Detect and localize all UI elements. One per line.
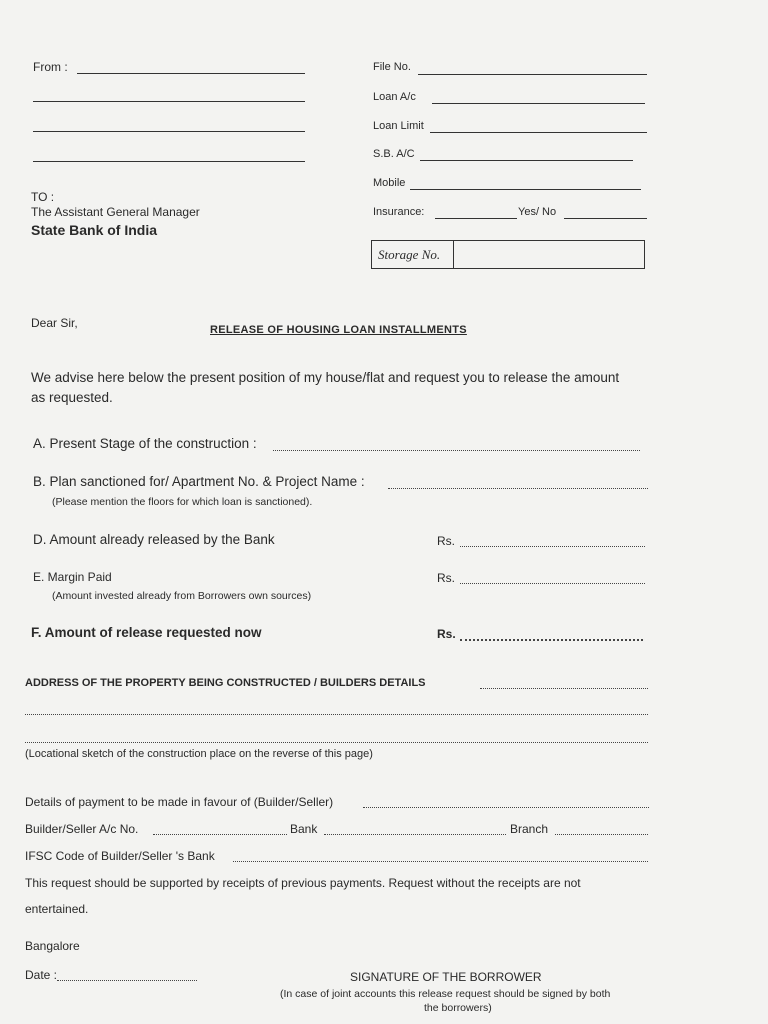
builder-ac-label: Builder/Seller A/c No. xyxy=(25,822,139,836)
joint-note-line-2: the borrowers) xyxy=(424,1002,492,1014)
place-label: Bangalore xyxy=(25,939,80,953)
insurance-label: Insurance: xyxy=(373,206,425,218)
property-field-2[interactable] xyxy=(25,714,648,715)
sb-ac-line[interactable] xyxy=(420,160,633,161)
loan-ac-label: Loan A/c xyxy=(373,91,416,103)
payment-details-field[interactable] xyxy=(363,807,649,808)
from-line-3[interactable] xyxy=(33,131,305,132)
joint-note-line-1: (In case of joint accounts this release request should be signed by both xyxy=(280,988,611,1000)
bank-label: Bank xyxy=(290,822,318,836)
intro-line-2: as requested. xyxy=(31,390,113,405)
storage-no-label: Storage No. xyxy=(372,241,454,268)
sb-ac-label: S.B. A/C xyxy=(373,148,415,160)
to-title: The Assistant General Manager xyxy=(31,205,200,219)
loan-limit-line[interactable] xyxy=(430,132,647,133)
item-b-label: B. Plan sanctioned for/ Apartment No. & Project Name : xyxy=(33,474,365,489)
signature-label: SIGNATURE OF THE BORROWER xyxy=(350,970,542,984)
to-label: TO : xyxy=(31,190,55,204)
item-e-rs: Rs. xyxy=(437,571,455,585)
from-line-4[interactable] xyxy=(33,161,305,162)
ifsc-label: IFSC Code of Builder/Seller 's Bank xyxy=(25,849,215,863)
salutation: Dear Sir, xyxy=(31,316,78,330)
file-no-label: File No. xyxy=(373,61,411,73)
item-f-field[interactable] xyxy=(460,639,643,641)
storage-box[interactable] xyxy=(371,240,645,269)
insurance-line[interactable] xyxy=(435,218,517,219)
from-label: From : xyxy=(33,60,68,74)
item-e-note: (Amount invested already from Borrowers own sources) xyxy=(52,590,312,602)
item-e-label: E. Margin Paid xyxy=(33,570,112,584)
mobile-label: Mobile xyxy=(373,177,406,189)
item-a-field[interactable] xyxy=(273,450,640,451)
item-d-label: D. Amount already released by the Bank xyxy=(33,532,275,547)
intro-line-1: We advise here below the present position of my house/flat and request you to release the amount xyxy=(31,370,620,385)
item-d-field[interactable] xyxy=(460,546,645,547)
item-a-label: A. Present Stage of the construction : xyxy=(33,436,257,451)
property-field-1[interactable] xyxy=(480,688,648,689)
bank-name: State Bank of India xyxy=(31,222,158,238)
sketch-note: (Locational sketch of the construction place on the reverse of this page) xyxy=(25,748,373,760)
bank-field[interactable] xyxy=(324,834,506,835)
loan-ac-line[interactable] xyxy=(432,103,645,104)
item-f-label: F. Amount of release requested now xyxy=(31,625,262,640)
branch-label: Branch xyxy=(510,822,549,836)
from-line-2[interactable] xyxy=(33,101,305,102)
yes-no-line[interactable] xyxy=(564,218,647,219)
subject-heading: RELEASE OF HOUSING LOAN INSTALLMENTS xyxy=(210,324,467,336)
from-line-1[interactable] xyxy=(77,73,305,74)
item-e-field[interactable] xyxy=(460,583,645,584)
item-b-field[interactable] xyxy=(388,488,648,489)
loan-limit-label: Loan Limit xyxy=(373,120,424,132)
date-label: Date : xyxy=(25,968,58,982)
request-line-1: This request should be supported by receipts of previous payments. Request without the receipts are not xyxy=(25,876,581,890)
branch-field[interactable] xyxy=(555,834,648,835)
ifsc-field[interactable] xyxy=(233,861,648,862)
item-f-rs: Rs. xyxy=(437,627,456,641)
date-field[interactable] xyxy=(57,980,197,981)
file-no-line[interactable] xyxy=(418,74,647,75)
mobile-line[interactable] xyxy=(410,189,641,190)
property-heading: ADDRESS OF THE PROPERTY BEING CONSTRUCTED / BUILDERS DETAILS xyxy=(25,677,426,689)
item-d-rs: Rs. xyxy=(437,534,455,548)
item-b-note: (Please mention the floors for which loan is sanctioned). xyxy=(52,496,313,508)
builder-ac-field[interactable] xyxy=(153,834,287,835)
payment-details-label: Details of payment to be made in favour of (Builder/Seller) xyxy=(25,795,334,809)
property-field-3[interactable] xyxy=(25,742,648,743)
request-line-2: entertained. xyxy=(25,902,89,916)
yes-no-label: Yes/ No xyxy=(518,206,557,218)
